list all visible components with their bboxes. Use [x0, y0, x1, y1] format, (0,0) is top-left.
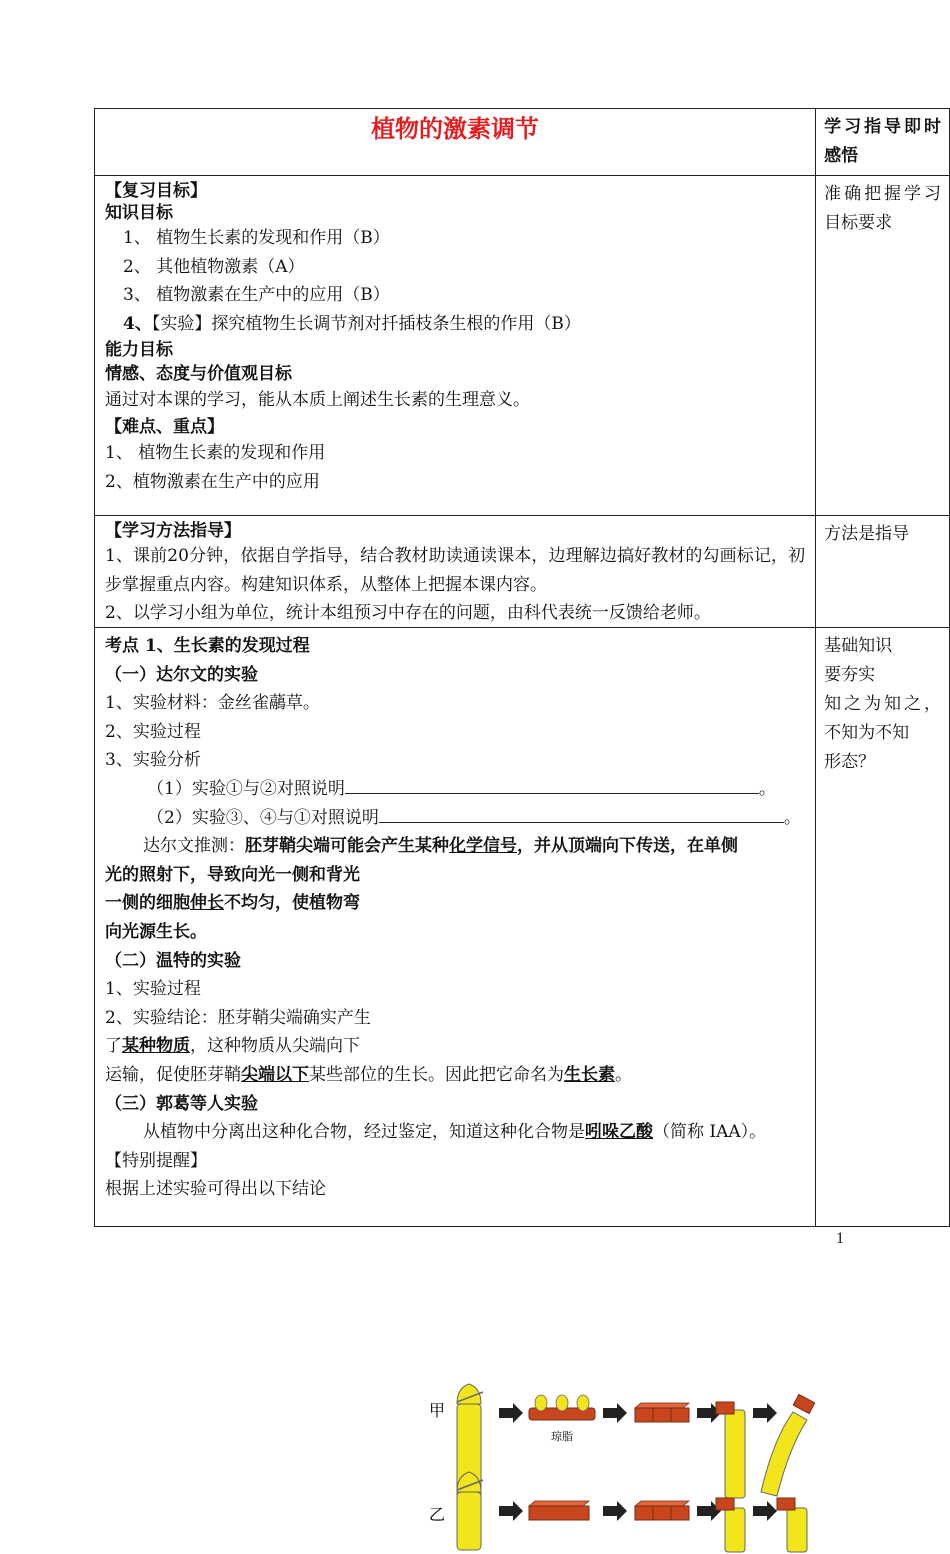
- method-heading: 【学习方法指导】: [105, 521, 241, 541]
- went-heading: （二）温特的实验: [105, 950, 241, 971]
- went-u3: 生长素: [564, 1064, 615, 1085]
- darwin-infer-u2: 伸长: [190, 893, 224, 914]
- analysis-2-text: （2）实验③、④与①对照说明: [147, 807, 379, 828]
- went-item-2-line3: 运输，促使胚芽鞘尖端以下某些部位的生长。因此把它命名为生长素。: [105, 1064, 632, 1085]
- key-item-2: 2、植物激素在生产中的应用: [105, 471, 320, 492]
- agar-with-tips: [529, 1395, 595, 1443]
- title-row: [94, 108, 950, 175]
- went-item-2-line2: 了某种物质，这种物质从尖端向下: [105, 1036, 360, 1057]
- darwin-infer-line3: 一侧的细胞伸长不均匀，使植物弯: [105, 893, 360, 914]
- agar-blocks-1: [635, 1403, 689, 1422]
- exam-side-line-1: 基础知识: [824, 636, 893, 656]
- method-cell: [95, 516, 816, 627]
- arrow-1: [499, 1403, 523, 1423]
- exam-side-line-2: 要夯实: [824, 665, 876, 685]
- goals-side-note: 准确把握学习目标要求: [816, 176, 950, 515]
- key-item-1: 1、 植物生长素的发现和作用: [105, 442, 326, 463]
- darwin-infer-a: 胚芽鞘尖端可能会产生某种: [245, 836, 449, 857]
- method-side-note: 方法是指导: [816, 516, 950, 627]
- goal-item-3: 3、 植物激素在生产中的应用（B）: [123, 285, 390, 306]
- went-u1: 某种物质: [122, 1036, 190, 1057]
- darwin-item-2: 2、实验过程: [105, 721, 201, 742]
- darwin-infer-b1: ，并从顶端向下传送，在单侧: [517, 836, 738, 857]
- row2-decap-with-block: [716, 1498, 745, 1552]
- row1-label: 甲: [429, 1403, 446, 1420]
- method-para-2: 2、以学习小组为单位，统计本组预习中存在的问题，由科代表统一反馈给老师。: [105, 603, 711, 624]
- exam-heading: 考点 1、生长素的发现过程: [105, 636, 310, 656]
- method-para-1: 1、课前20分钟，依据自学指导，结合教材助读通读课本，边理解边搞好教材的勾画标记，初步掌握重点内容。构建知识体系，从整体上把握本课内容。: [105, 546, 806, 595]
- remind-text: 根据上述实验可得出以下结论: [105, 1179, 326, 1200]
- guo-text: [105, 1118, 805, 1147]
- agar-blocks-2: [635, 1501, 689, 1520]
- darwin-inference-line1: [105, 832, 805, 861]
- knowledge-heading: 知识目标: [105, 203, 173, 223]
- analysis-1-text: （1）实验①与②对照说明: [147, 778, 345, 799]
- analysis-2-end: 。: [783, 807, 801, 828]
- goals-cell: [95, 176, 816, 515]
- analysis-2: [105, 804, 805, 833]
- agar-label: 琼脂: [551, 1430, 573, 1443]
- went-c: 某些部位的生长。因此把它命名为: [309, 1064, 564, 1085]
- key-heading: 【难点、重点】: [105, 416, 224, 437]
- method-row: [94, 515, 950, 627]
- plain-agar: [529, 1501, 589, 1520]
- went-item-1: 1、实验过程: [105, 979, 201, 1000]
- guo-text-a: 从植物中分离出这种化合物，经过鉴定，知道这种化合物是: [143, 1122, 585, 1143]
- title-cell: [95, 109, 816, 175]
- side-header: 学习指导即时感悟: [816, 109, 950, 175]
- arrow-6: [603, 1501, 627, 1521]
- darwin-heading: （一）达尔文的实验: [105, 664, 258, 685]
- darwin-inference-wrap: [105, 861, 405, 1061]
- exam-side-line-4: 形态？: [824, 752, 876, 772]
- lesson-table: [94, 108, 950, 1524]
- guo-heading: （三）郭葛等人实验: [105, 1093, 258, 1114]
- darwin-infer-line4: 向光源生长。: [105, 921, 207, 942]
- row1-decap-with-block: [716, 1402, 745, 1498]
- exam-side-note: [816, 628, 950, 1226]
- remind-heading: 【特别提醒】: [105, 1150, 207, 1171]
- page-title: 植物的激素调节: [371, 114, 540, 143]
- page-number: 1: [836, 1230, 844, 1247]
- emotion-text: 通过对本课的学习，能从本质上阐述生长素的生理意义。: [105, 390, 530, 411]
- ability-heading: 能力目标: [105, 340, 173, 361]
- darwin-infer-line2: 光的照射下，导致向光一侧和背光: [105, 864, 360, 885]
- guo-text-u: 吲哚乙酸: [585, 1122, 653, 1143]
- exam-row: [94, 627, 950, 1524]
- arrow-4: [753, 1403, 777, 1423]
- darwin-infer-u1: 化学信号: [449, 836, 517, 857]
- went-d: 。: [615, 1064, 632, 1085]
- goals-heading: 【复习目标】: [105, 181, 207, 201]
- emotion-heading: 情感、态度与价值观目标: [105, 364, 292, 385]
- darwin-item-3: 3、实验分析: [105, 750, 201, 771]
- row2-label: 乙: [429, 1507, 446, 1524]
- darwin-infer-label: 达尔文推测：: [143, 836, 245, 857]
- analysis-1-end: 。: [758, 778, 776, 799]
- went-item-2-line1: 2、实验结论：胚芽鞘尖端确实产生: [105, 1007, 371, 1028]
- darwin-item-1: 1、实验材料：金丝雀虉草。: [105, 693, 320, 714]
- arrow-2: [603, 1403, 627, 1423]
- goal-item-4-num: 4、: [123, 313, 152, 334]
- row2-straight-coleoptile: [777, 1498, 807, 1552]
- went-u2: 尖端以下: [241, 1064, 309, 1085]
- goal-item-4-text: 【实验】探究植物生长调节剂对扦插枝条生根的作用（B）: [151, 313, 581, 334]
- goals-row: [94, 175, 950, 515]
- arrow-5: [499, 1501, 523, 1521]
- row2-coleoptile-tip: [457, 1472, 483, 1550]
- guo-text-b: （简称 IAA）。: [653, 1122, 767, 1143]
- answer-blank-1[interactable]: [345, 775, 759, 794]
- goal-item-1: 1、 植物生长素的发现和作用（B）: [123, 228, 390, 248]
- went-experiment-figure: [411, 1370, 815, 1554]
- analysis-1: [105, 775, 805, 804]
- exam-cell: [95, 628, 816, 1524]
- arrow-8: [753, 1501, 777, 1521]
- goal-item-2: 2、 其他植物激素（A）: [123, 256, 305, 277]
- goal-item-4: [105, 310, 805, 339]
- answer-blank-2[interactable]: [379, 804, 784, 823]
- exam-side-line-3: 知之为知之，不知为不知: [824, 694, 941, 743]
